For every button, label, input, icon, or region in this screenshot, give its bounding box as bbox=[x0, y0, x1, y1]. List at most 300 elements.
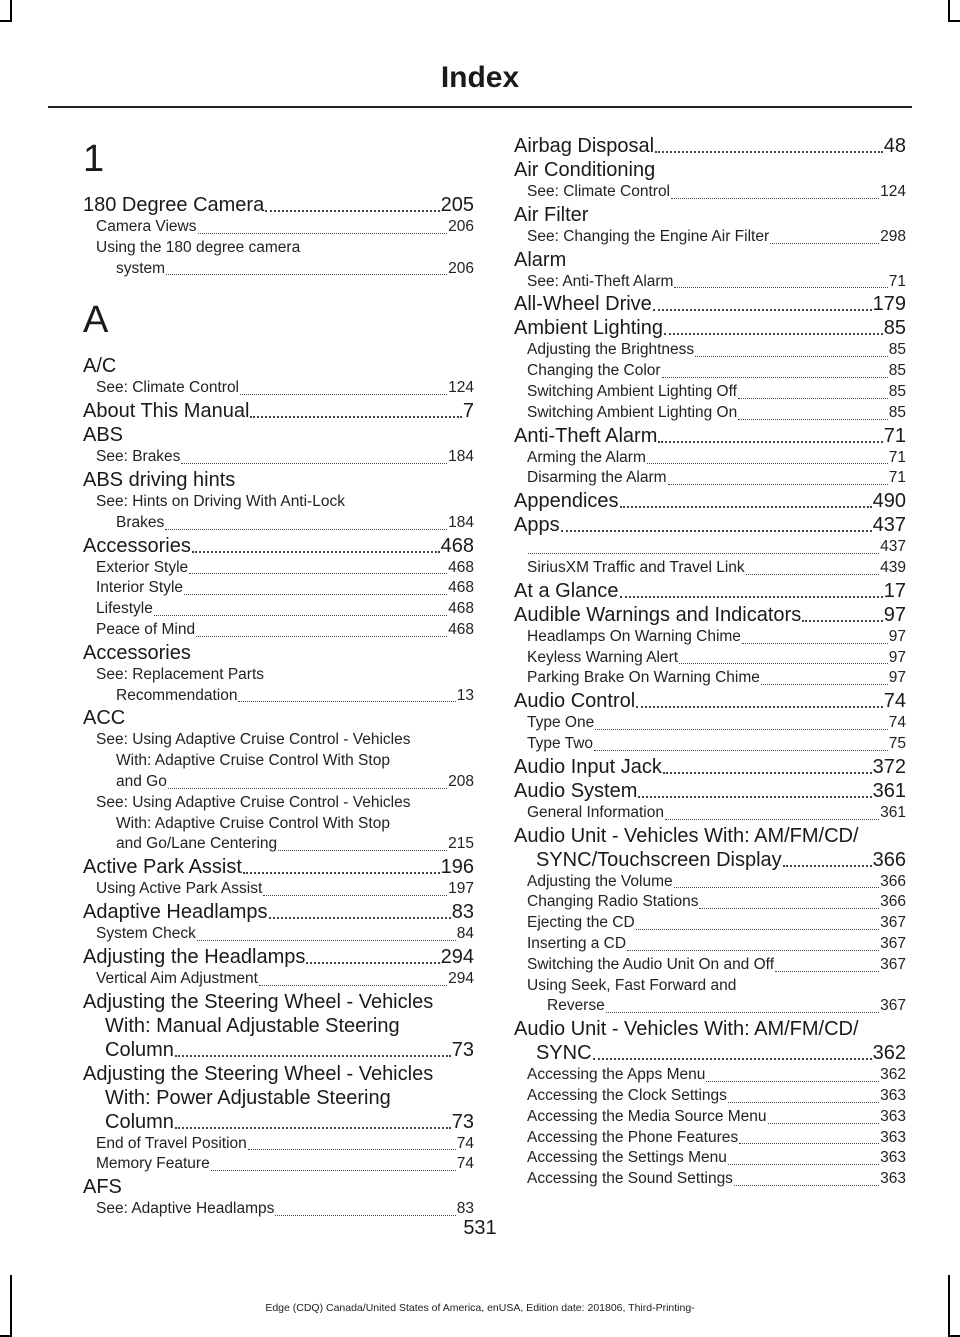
leader-dots bbox=[746, 573, 879, 575]
index-subentry bbox=[527, 448, 906, 469]
entry-page: 437 bbox=[872, 514, 906, 537]
index-entry bbox=[83, 193, 474, 217]
subentry-text: Changing Radio Stations bbox=[527, 893, 699, 911]
subentry-list bbox=[83, 665, 474, 707]
subentry-list bbox=[514, 872, 906, 1018]
subentry-text: General Information bbox=[527, 803, 664, 821]
index-entry bbox=[514, 1017, 906, 1065]
leader-dots bbox=[636, 928, 879, 930]
subentry-page: 363 bbox=[880, 1149, 906, 1167]
subentry-text: See: Changing the Engine Air Filter bbox=[527, 227, 770, 245]
leader-dots bbox=[679, 662, 888, 664]
footer-text: Edge (CDQ) Canada/United States of America, enUSA, Edition date: 201806, Third-Printing- bbox=[265, 1302, 695, 1314]
subentry-text: Changing the Color bbox=[527, 362, 661, 380]
leader-dots bbox=[655, 150, 883, 153]
index-subentry bbox=[96, 1134, 474, 1155]
subentry-text: Accessing the Apps Menu bbox=[527, 1066, 706, 1084]
crop-mark bbox=[948, 20, 960, 22]
entry-page: 366 bbox=[872, 848, 906, 871]
leader-dots bbox=[728, 1163, 879, 1165]
index-subentry bbox=[527, 1128, 906, 1149]
subentry-page: 363 bbox=[880, 1107, 906, 1125]
leader-dots bbox=[674, 886, 880, 888]
page-title: Index bbox=[440, 61, 520, 94]
subentry-last-line bbox=[527, 996, 906, 1017]
subentry-text: Accessing the Media Source Menu bbox=[527, 1107, 767, 1125]
index-subentry bbox=[96, 599, 474, 620]
subentry-last-line bbox=[96, 772, 474, 793]
leader-dots bbox=[184, 593, 447, 595]
subentry-list bbox=[514, 627, 906, 689]
index-subentry bbox=[527, 182, 906, 203]
subentry-page: 298 bbox=[880, 227, 906, 245]
subentry-text: Camera Views bbox=[96, 218, 197, 235]
subentry-page: 97 bbox=[888, 627, 906, 645]
index-subentry bbox=[527, 648, 906, 669]
index-subentry bbox=[527, 227, 906, 248]
index-entry bbox=[83, 399, 474, 423]
subentry-text: With: Adaptive Cruise Control With Stop bbox=[116, 752, 390, 770]
index-heading: A/C bbox=[83, 355, 117, 378]
section-letter: A bbox=[83, 299, 109, 342]
entry-page: 361 bbox=[872, 779, 906, 802]
index-subentry bbox=[527, 558, 906, 579]
subentry-list bbox=[83, 447, 474, 468]
entry-last-line bbox=[83, 1110, 474, 1134]
subentry-list bbox=[83, 492, 474, 534]
entry-text: Airbag Disposal bbox=[514, 135, 655, 157]
index-subentry bbox=[96, 238, 474, 280]
leader-dots bbox=[196, 635, 447, 637]
subentry-page: 363 bbox=[880, 1128, 906, 1146]
subentry-text: See: Adaptive Headlamps bbox=[96, 1200, 275, 1218]
leader-dots bbox=[240, 393, 447, 395]
entry-text: Active Park Assist bbox=[83, 856, 242, 879]
entry-page: 97 bbox=[883, 603, 906, 626]
entry-page: 179 bbox=[872, 293, 906, 316]
leader-dots bbox=[668, 483, 888, 485]
subentry-page: 85 bbox=[888, 362, 906, 380]
leader-dots bbox=[620, 595, 883, 598]
index-entry bbox=[514, 779, 906, 803]
subentry-text: system bbox=[116, 259, 166, 277]
index-subentry bbox=[527, 1148, 906, 1169]
leader-dots bbox=[189, 572, 447, 574]
entry-text: 180 Degree Camera bbox=[83, 194, 265, 216]
entry-page: 490 bbox=[872, 490, 906, 513]
index-entry bbox=[514, 489, 906, 513]
subentry-page: 363 bbox=[880, 1086, 906, 1104]
index-entry bbox=[514, 689, 906, 713]
leader-dots bbox=[306, 961, 439, 964]
entry-text: Audible Warnings and Indicators bbox=[514, 603, 802, 626]
entry-last-line bbox=[514, 848, 906, 872]
index-column-right bbox=[514, 134, 906, 1190]
subentry-page: 184 bbox=[448, 448, 474, 466]
leader-dots bbox=[627, 949, 879, 951]
entry-last-line bbox=[83, 1038, 474, 1062]
leader-dots bbox=[561, 529, 872, 532]
leader-dots bbox=[166, 273, 447, 275]
subentry-page: 366 bbox=[880, 872, 906, 890]
subentry-text: and Go bbox=[116, 772, 167, 790]
leader-dots bbox=[664, 332, 883, 335]
index-subentry bbox=[527, 272, 906, 293]
leader-dots bbox=[638, 795, 871, 798]
section-letter: 1 bbox=[83, 138, 105, 180]
entry-page: 468 bbox=[440, 534, 474, 557]
leader-dots bbox=[198, 232, 448, 234]
entry-page: 74 bbox=[883, 690, 906, 713]
subentry-text: See: Using Adaptive Cruise Control - Vehicles bbox=[96, 793, 411, 811]
index-subentry bbox=[527, 403, 906, 424]
leader-dots bbox=[768, 1122, 880, 1124]
index-subentry bbox=[96, 378, 474, 399]
subentry-text: With: Adaptive Cruise Control With Stop bbox=[116, 814, 390, 832]
subentry-page: 74 bbox=[456, 1155, 474, 1173]
subentry-text: Lifestyle bbox=[96, 600, 153, 618]
index-subentry bbox=[96, 447, 474, 468]
index-subentry bbox=[527, 537, 906, 558]
subentry-page: 84 bbox=[456, 924, 474, 942]
index-subentry bbox=[96, 217, 474, 238]
index-entry bbox=[83, 990, 474, 1062]
subentry-text: Type Two bbox=[527, 734, 594, 752]
entry-page: 294 bbox=[440, 945, 474, 968]
index-heading: Alarm bbox=[514, 248, 567, 271]
subentry-page: 363 bbox=[880, 1170, 906, 1188]
leader-dots bbox=[269, 916, 451, 919]
entry-page: 372 bbox=[872, 755, 906, 778]
index-subentry bbox=[96, 665, 474, 707]
crop-mark bbox=[10, 0, 12, 22]
subentry-page: 206 bbox=[448, 218, 474, 235]
leader-dots bbox=[265, 209, 439, 212]
leader-dots bbox=[259, 984, 447, 986]
index-subentry bbox=[527, 668, 906, 689]
subentry-page: 83 bbox=[456, 1200, 474, 1218]
subentry-page: 71 bbox=[888, 469, 906, 487]
leader-dots bbox=[238, 700, 455, 702]
subentry-text: Adjusting the Volume bbox=[527, 872, 673, 890]
index-subentry bbox=[527, 872, 906, 893]
subentry-page: 208 bbox=[448, 772, 474, 790]
entry-last-line bbox=[514, 1041, 906, 1065]
leader-dots bbox=[671, 197, 879, 199]
index-entry bbox=[514, 513, 906, 537]
subentry-text: Keyless Warning Alert bbox=[527, 648, 679, 666]
subentry-page: 468 bbox=[448, 620, 474, 638]
subentry-last-line bbox=[96, 834, 474, 855]
subentry-list bbox=[514, 1065, 906, 1190]
index-subentry bbox=[96, 558, 474, 579]
entry-text: With: Manual Adjustable Steering bbox=[105, 1014, 400, 1037]
subentry-text: System Check bbox=[96, 924, 196, 942]
subentry-text: See: Anti-Theft Alarm bbox=[527, 272, 674, 290]
index-heading: ABS driving hints bbox=[83, 468, 236, 491]
entry-text: Column bbox=[105, 1038, 174, 1061]
subentry-list bbox=[514, 448, 906, 490]
index-subentry bbox=[96, 793, 474, 855]
entry-text: Accessories bbox=[83, 534, 191, 557]
index-subentry bbox=[96, 969, 474, 990]
crop-mark bbox=[948, 0, 950, 22]
entry-page: 48 bbox=[883, 135, 906, 157]
subentry-text: See: Replacement Parts bbox=[96, 665, 265, 683]
header-rule bbox=[48, 106, 912, 108]
index-subentry bbox=[527, 713, 906, 734]
subentry-text: Switching Ambient Lighting On bbox=[527, 403, 738, 421]
index-entry bbox=[83, 945, 474, 969]
leader-dots bbox=[620, 505, 872, 508]
leader-dots bbox=[248, 1148, 456, 1150]
leader-dots bbox=[699, 907, 879, 909]
leader-dots bbox=[595, 728, 888, 730]
entry-page: 83 bbox=[451, 900, 474, 923]
leader-dots bbox=[647, 462, 888, 464]
leader-dots bbox=[211, 1169, 456, 1171]
index-subentry bbox=[96, 578, 474, 599]
subentry-text: Accessing the Sound Settings bbox=[527, 1170, 733, 1188]
subentry-page: 71 bbox=[888, 448, 906, 466]
subentry-list bbox=[83, 730, 474, 855]
index-entry bbox=[83, 900, 474, 924]
subentry-text: See: Brakes bbox=[96, 448, 181, 466]
entry-page: 73 bbox=[451, 1038, 474, 1061]
index-subentry bbox=[527, 913, 906, 934]
subentry-text: Using Active Park Assist bbox=[96, 880, 263, 898]
subentry-page: 367 bbox=[880, 997, 906, 1015]
subentry-page: 75 bbox=[888, 734, 906, 752]
index-heading: ABS bbox=[83, 424, 124, 447]
subentry-list bbox=[514, 182, 906, 203]
entry-page: 73 bbox=[451, 1110, 474, 1133]
leader-dots bbox=[706, 1080, 879, 1082]
subentry-page: 85 bbox=[888, 382, 906, 400]
leader-dots bbox=[761, 683, 888, 685]
subentry-list bbox=[514, 272, 906, 293]
subentry-text: Brakes bbox=[116, 513, 165, 531]
index-heading: AFS bbox=[83, 1176, 122, 1199]
subentry-page: 215 bbox=[448, 835, 474, 853]
subentry-text: Memory Feature bbox=[96, 1155, 210, 1173]
leader-dots bbox=[695, 355, 888, 357]
entry-page: 85 bbox=[883, 317, 906, 340]
entry-text: Audio Input Jack bbox=[514, 755, 662, 778]
subentry-text: Using the 180 degree camera bbox=[96, 238, 301, 256]
leader-dots bbox=[770, 242, 879, 244]
index-subentry bbox=[96, 492, 474, 534]
index-heading: ACC bbox=[83, 707, 126, 730]
subentry-text: Peace of Mind bbox=[96, 620, 196, 638]
subentry-text: Arming the Alarm bbox=[527, 448, 646, 466]
index-subentry bbox=[527, 734, 906, 755]
leader-dots bbox=[742, 642, 888, 644]
leader-dots bbox=[739, 1142, 879, 1144]
subentry-text: See: Hints on Driving With Anti-Lock bbox=[96, 492, 345, 510]
index-subentry bbox=[527, 1169, 906, 1190]
index-entry bbox=[514, 424, 906, 448]
index-subentry bbox=[96, 924, 474, 945]
subentry-list bbox=[514, 537, 906, 579]
entry-text: Adjusting the Headlamps bbox=[83, 945, 306, 968]
subentry-page: 124 bbox=[880, 183, 906, 200]
subentry-page: 468 bbox=[448, 600, 474, 618]
index-subentry bbox=[96, 1154, 474, 1175]
entry-text: Adjusting the Steering Wheel - Vehicles bbox=[83, 990, 434, 1013]
index-subentry bbox=[527, 934, 906, 955]
index-subentry bbox=[527, 803, 906, 824]
index-entry bbox=[83, 1062, 474, 1134]
subentry-page: 367 bbox=[880, 955, 906, 973]
entry-page: 196 bbox=[440, 856, 474, 879]
entry-page: 71 bbox=[883, 424, 906, 447]
leader-dots bbox=[662, 376, 888, 378]
subentry-list bbox=[83, 879, 474, 900]
leader-dots bbox=[802, 619, 883, 622]
entry-text: Column bbox=[105, 1110, 174, 1133]
leader-dots bbox=[734, 1184, 879, 1186]
entry-text: Anti-Theft Alarm bbox=[514, 424, 658, 447]
subentry-text: Parking Brake On Warning Chime bbox=[527, 669, 760, 687]
entry-text: Apps bbox=[514, 514, 560, 537]
leader-dots bbox=[168, 787, 447, 789]
leader-dots bbox=[636, 705, 883, 708]
entry-page: 362 bbox=[872, 1042, 906, 1065]
leader-dots bbox=[738, 397, 888, 399]
subentry-text: Using Seek, Fast Forward and bbox=[527, 976, 737, 994]
index-subentry bbox=[96, 730, 474, 792]
subentry-last-line bbox=[96, 513, 474, 534]
subentry-page: 362 bbox=[880, 1066, 906, 1084]
entry-text: Audio System bbox=[514, 779, 638, 802]
subentry-page: 85 bbox=[888, 403, 906, 421]
subentry-page: 468 bbox=[448, 558, 474, 576]
index-subentry bbox=[96, 620, 474, 641]
subentry-text: Vertical Aim Adjustment bbox=[96, 969, 258, 987]
leader-dots bbox=[674, 286, 887, 288]
entry-page: 205 bbox=[440, 194, 474, 216]
index-subentry bbox=[527, 627, 906, 648]
entry-text: Audio Unit - Vehicles With: AM/FM/CD/ bbox=[514, 824, 859, 847]
subentry-text: Accessing the Phone Features bbox=[527, 1128, 739, 1146]
index-entry bbox=[514, 316, 906, 340]
leader-dots bbox=[775, 970, 879, 972]
subentry-text: Adjusting the Brightness bbox=[527, 341, 695, 359]
entry-text: Ambient Lighting bbox=[514, 317, 663, 340]
leader-dots bbox=[181, 462, 447, 464]
subentry-last-line bbox=[96, 259, 474, 280]
subentry-page: 124 bbox=[448, 379, 474, 397]
leader-dots bbox=[594, 749, 888, 751]
subentry-page: 74 bbox=[888, 714, 906, 732]
leader-dots bbox=[653, 308, 872, 311]
entry-text: SYNC/Touchscreen Display bbox=[536, 848, 782, 871]
subentry-list bbox=[514, 713, 906, 755]
index-subentry bbox=[527, 1086, 906, 1107]
leader-dots bbox=[197, 939, 456, 941]
subentry-page: 468 bbox=[448, 579, 474, 597]
subentry-page: 97 bbox=[888, 669, 906, 687]
subentry-text: and Go/Lane Centering bbox=[116, 835, 278, 853]
subentry-page: 97 bbox=[888, 648, 906, 666]
subentry-page: 367 bbox=[880, 934, 906, 952]
index-subentry bbox=[527, 340, 906, 361]
index-subentry bbox=[527, 468, 906, 489]
subentry-text: Disarming the Alarm bbox=[527, 469, 667, 487]
entry-text: Audio Control bbox=[514, 690, 636, 713]
crop-mark bbox=[0, 20, 12, 22]
index-entry bbox=[514, 292, 906, 316]
page-number: 531 bbox=[463, 1217, 497, 1239]
subentry-page: 13 bbox=[456, 686, 474, 704]
subentry-text: Switching the Audio Unit On and Off bbox=[527, 955, 775, 973]
index-entry bbox=[514, 603, 906, 627]
subentry-page: 184 bbox=[448, 513, 474, 531]
index-subentry bbox=[527, 976, 906, 1018]
leader-dots bbox=[175, 1126, 451, 1129]
subentry-page: 366 bbox=[880, 893, 906, 911]
subentry-last-line bbox=[96, 686, 474, 707]
subentry-page: 71 bbox=[888, 272, 906, 290]
subentry-text: Recommendation bbox=[116, 686, 238, 704]
index-entry bbox=[514, 755, 906, 779]
entry-page: 17 bbox=[883, 579, 906, 602]
subentry-text: Ejecting the CD bbox=[527, 914, 635, 932]
subentry-page: 437 bbox=[880, 538, 906, 556]
subentry-text: SiriusXM Traffic and Travel Link bbox=[527, 558, 745, 576]
leader-dots bbox=[528, 552, 879, 554]
leader-dots bbox=[278, 849, 447, 851]
index-entry bbox=[514, 579, 906, 603]
subentry-text: Accessing the Clock Settings bbox=[527, 1086, 727, 1104]
index-subentry bbox=[527, 892, 906, 913]
index-column-left bbox=[83, 134, 474, 1220]
subentry-text: See: Climate Control bbox=[527, 183, 671, 200]
index-heading: Accessories bbox=[83, 641, 191, 664]
subentry-text: Inserting a CD bbox=[527, 934, 627, 952]
entry-text: All-Wheel Drive bbox=[514, 293, 652, 316]
subentry-list bbox=[83, 217, 474, 279]
leader-dots bbox=[175, 1054, 451, 1057]
leader-dots bbox=[263, 894, 447, 896]
index-subentry bbox=[527, 1107, 906, 1128]
subentry-text: Accessing the Settings Menu bbox=[527, 1149, 727, 1167]
subentry-list bbox=[83, 969, 474, 990]
leader-dots bbox=[606, 1011, 879, 1013]
subentry-text: See: Using Adaptive Cruise Control - Vehicles bbox=[96, 731, 411, 749]
subentry-text: Interior Style bbox=[96, 579, 184, 597]
subentry-page: 74 bbox=[456, 1134, 474, 1152]
leader-dots bbox=[192, 550, 440, 553]
subentry-text: Reverse bbox=[547, 997, 605, 1015]
leader-dots bbox=[665, 818, 879, 820]
index-heading: Air Filter bbox=[514, 203, 589, 226]
entry-text: SYNC bbox=[536, 1042, 592, 1065]
subentry-text: Exterior Style bbox=[96, 558, 189, 576]
subentry-page: 206 bbox=[448, 259, 474, 277]
index-subentry bbox=[527, 382, 906, 403]
index-subentry bbox=[96, 879, 474, 900]
subentry-text: Type One bbox=[527, 714, 595, 732]
subentry-page: 294 bbox=[448, 969, 474, 987]
subentry-page: 85 bbox=[888, 341, 906, 359]
leader-dots bbox=[663, 771, 872, 774]
subentry-list bbox=[83, 558, 474, 641]
entry-text: Adaptive Headlamps bbox=[83, 900, 268, 923]
entry-text: Adjusting the Steering Wheel - Vehicles bbox=[83, 1062, 434, 1085]
index-subentry bbox=[527, 955, 906, 976]
